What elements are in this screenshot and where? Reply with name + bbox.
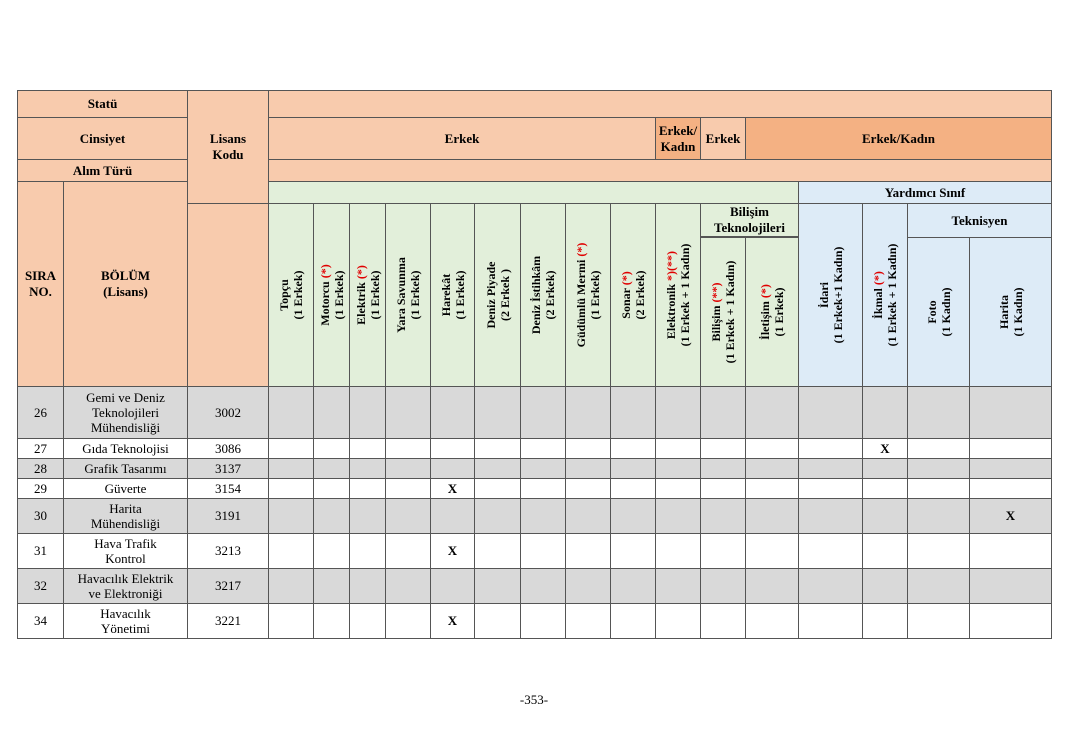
quota-mark bbox=[269, 459, 314, 479]
column-header-14 bbox=[908, 238, 970, 387]
quota-mark bbox=[269, 569, 314, 604]
quota-mark bbox=[863, 459, 908, 479]
quota-mark bbox=[701, 534, 746, 569]
quota-mark bbox=[746, 439, 799, 459]
license-code: 3221 bbox=[188, 604, 269, 639]
column-title: Bilişim bbox=[709, 305, 723, 342]
page-number: -353- bbox=[519, 692, 549, 707]
quota-mark bbox=[799, 604, 863, 639]
quota-mark bbox=[701, 459, 746, 479]
license-code: 3191 bbox=[188, 499, 269, 534]
column-header-4 bbox=[431, 204, 475, 387]
quota-mark bbox=[799, 534, 863, 569]
column-header-3 bbox=[386, 204, 431, 387]
column-header-6 bbox=[521, 204, 566, 387]
quota-mark bbox=[908, 499, 970, 534]
quota-mark bbox=[701, 439, 746, 459]
quota-mark bbox=[566, 439, 611, 459]
quota-mark bbox=[350, 479, 386, 499]
quota-mark bbox=[269, 604, 314, 639]
column-header-5 bbox=[475, 204, 521, 387]
column-title: Elektrik bbox=[353, 282, 368, 325]
quota-mark bbox=[656, 459, 701, 479]
quota-mark bbox=[656, 479, 701, 499]
quota-mark bbox=[350, 439, 386, 459]
quota-mark bbox=[863, 569, 908, 604]
row-number: 26 bbox=[18, 387, 64, 439]
quota-mark bbox=[475, 604, 521, 639]
quota-mark bbox=[475, 499, 521, 534]
quota-mark bbox=[431, 569, 475, 604]
quota-mark bbox=[566, 604, 611, 639]
license-code: 3086 bbox=[188, 439, 269, 459]
license-code: 3154 bbox=[188, 479, 269, 499]
license-code: 3137 bbox=[188, 459, 269, 479]
column-header-12 bbox=[799, 204, 863, 387]
quota-mark bbox=[314, 459, 350, 479]
quota-mark bbox=[314, 387, 350, 439]
quota-mark bbox=[701, 479, 746, 499]
quota-mark bbox=[566, 479, 611, 499]
quota-mark bbox=[908, 439, 970, 459]
quota-mark: X bbox=[431, 479, 475, 499]
lisans-kodu-header: Lisans Kodu bbox=[188, 91, 269, 204]
column-header-0 bbox=[269, 204, 314, 387]
column-quota: (1 Erkek) bbox=[331, 270, 346, 320]
quota-mark bbox=[314, 534, 350, 569]
quota-mark bbox=[611, 479, 656, 499]
quota-mark bbox=[799, 459, 863, 479]
quota-mark bbox=[314, 479, 350, 499]
quota-mark bbox=[863, 479, 908, 499]
column-title: Harita bbox=[996, 295, 1011, 330]
quota-mark bbox=[908, 459, 970, 479]
quota-mark bbox=[746, 459, 799, 479]
column-header-9 bbox=[656, 204, 701, 387]
quota-mark bbox=[970, 479, 1052, 499]
quota-mark bbox=[386, 569, 431, 604]
quota-mark bbox=[656, 604, 701, 639]
column-title: Foto bbox=[924, 300, 939, 324]
column-header-11 bbox=[746, 238, 799, 387]
quota-mark bbox=[431, 459, 475, 479]
quota-mark bbox=[314, 604, 350, 639]
quota-mark bbox=[521, 604, 566, 639]
quota-mark bbox=[566, 569, 611, 604]
quota-mark bbox=[475, 534, 521, 569]
column-star-note: (*) bbox=[574, 242, 588, 257]
quota-mark bbox=[350, 387, 386, 439]
cinsiyet-erkek-single: Erkek bbox=[701, 118, 746, 160]
quota-mark bbox=[350, 604, 386, 639]
column-header-10 bbox=[701, 238, 746, 387]
quota-mark bbox=[566, 534, 611, 569]
quota-mark bbox=[521, 387, 566, 439]
sinif-group-blank bbox=[269, 182, 799, 204]
quota-mark bbox=[431, 439, 475, 459]
quota-mark bbox=[746, 387, 799, 439]
row-number: 27 bbox=[18, 439, 64, 459]
department-name: Hava Trafik Kontrol bbox=[64, 534, 188, 569]
column-title: İkmal bbox=[871, 288, 885, 319]
column-title: Güdümlü Mermi bbox=[574, 259, 588, 348]
quota-mark bbox=[611, 569, 656, 604]
department-name: Havacılık Elektrik ve Elektroniği bbox=[64, 569, 188, 604]
quota-mark bbox=[314, 569, 350, 604]
quota-mark bbox=[566, 499, 611, 534]
quota-mark bbox=[611, 439, 656, 459]
quota-mark bbox=[863, 534, 908, 569]
quota-mark bbox=[656, 499, 701, 534]
quota-mark bbox=[908, 387, 970, 439]
column-star-note: *)(**) bbox=[664, 250, 678, 281]
quota-mark bbox=[908, 604, 970, 639]
column-star-note: (*) bbox=[317, 264, 332, 279]
quota-mark bbox=[386, 479, 431, 499]
column-star-note: (*) bbox=[619, 271, 633, 286]
quota-mark bbox=[350, 534, 386, 569]
quota-mark bbox=[269, 387, 314, 439]
quota-mark bbox=[701, 499, 746, 534]
table-row bbox=[18, 569, 1052, 604]
quota-mark bbox=[656, 439, 701, 459]
quota-mark bbox=[908, 479, 970, 499]
row-number: 32 bbox=[18, 569, 64, 604]
quota-mark bbox=[521, 499, 566, 534]
row-number: 29 bbox=[18, 479, 64, 499]
quota-mark bbox=[799, 439, 863, 459]
row-number: 34 bbox=[18, 604, 64, 639]
quota-mark bbox=[746, 499, 799, 534]
column-quota: (1 Erkek) bbox=[588, 270, 602, 320]
license-code: 3213 bbox=[188, 534, 269, 569]
column-header-2 bbox=[350, 204, 386, 387]
quota-mark bbox=[475, 459, 521, 479]
quota-mark bbox=[970, 387, 1052, 439]
quota-mark bbox=[908, 534, 970, 569]
quota-mark bbox=[863, 604, 908, 639]
column-star-note: (*) bbox=[758, 284, 772, 299]
quota-mark bbox=[611, 499, 656, 534]
column-title: İdari bbox=[816, 281, 831, 309]
table-row bbox=[18, 439, 1052, 459]
column-title: İletişim bbox=[758, 301, 772, 340]
quota-mark bbox=[350, 499, 386, 534]
department-name: Gemi ve Deniz Teknolojileri Mühendisliği bbox=[64, 387, 188, 439]
column-quota: (1 Erkek + 1 Kadın) bbox=[678, 243, 692, 347]
quota-mark bbox=[386, 499, 431, 534]
quota-mark bbox=[908, 569, 970, 604]
quota-mark bbox=[611, 387, 656, 439]
quota-mark bbox=[970, 439, 1052, 459]
cinsiyet-label: Cinsiyet bbox=[18, 118, 188, 160]
column-quota: (1 Erkek) bbox=[408, 270, 422, 320]
column-header-15 bbox=[970, 238, 1052, 387]
column-title: Sonar bbox=[619, 288, 633, 319]
quota-mark bbox=[746, 534, 799, 569]
column-header-13 bbox=[863, 204, 908, 387]
column-header-8 bbox=[611, 204, 656, 387]
quota-mark bbox=[475, 387, 521, 439]
quota-mark bbox=[314, 439, 350, 459]
quota-mark bbox=[431, 499, 475, 534]
column-title: Elektronik bbox=[664, 283, 678, 340]
quota-mark bbox=[566, 459, 611, 479]
column-quota: (1 Erkek + 1 Kadın) bbox=[885, 243, 899, 347]
table-row bbox=[18, 479, 1052, 499]
quota-mark bbox=[863, 499, 908, 534]
quota-mark: X bbox=[431, 604, 475, 639]
sira-no-header: SIRA NO. bbox=[18, 182, 64, 387]
quota-mark bbox=[656, 387, 701, 439]
quota-mark bbox=[970, 459, 1052, 479]
quota-mark bbox=[475, 439, 521, 459]
quota-mark bbox=[799, 499, 863, 534]
quota-mark bbox=[269, 479, 314, 499]
quota-mark bbox=[521, 459, 566, 479]
department-name: Harita Mühendisliği bbox=[64, 499, 188, 534]
quota-mark bbox=[431, 387, 475, 439]
column-quota: (1 Kadın) bbox=[1010, 287, 1025, 337]
table-row bbox=[18, 604, 1052, 639]
quota-mark bbox=[970, 604, 1052, 639]
quota-mark bbox=[799, 569, 863, 604]
column-title: Motorcu bbox=[317, 281, 332, 326]
department-name: Havacılık Yönetimi bbox=[64, 604, 188, 639]
column-star-note: (**) bbox=[709, 282, 723, 303]
column-title: Deniz Piyade bbox=[483, 261, 498, 329]
column-title: Deniz İstihkâm bbox=[529, 255, 543, 335]
quota-mark: X bbox=[431, 534, 475, 569]
quota-mark bbox=[521, 569, 566, 604]
column-title: Harekât bbox=[438, 273, 453, 317]
lisans-kodu-blank bbox=[188, 204, 269, 387]
department-name: Grafik Tasarımı bbox=[64, 459, 188, 479]
column-quota: (1 Erkek) bbox=[291, 270, 305, 320]
column-title: Yara Savunma bbox=[394, 257, 408, 333]
quota-mark bbox=[386, 439, 431, 459]
column-quota: (1 Erkek + 1 Kadın) bbox=[723, 260, 737, 364]
teknisyen-header: Teknisyen bbox=[908, 204, 1052, 238]
alim-turu-values bbox=[269, 160, 1052, 182]
cinsiyet-erkek-kadin-short: Erkek/ Kadın bbox=[656, 118, 701, 160]
quota-mark bbox=[863, 387, 908, 439]
quota-mark bbox=[656, 569, 701, 604]
cinsiyet-erkek: Erkek bbox=[269, 118, 656, 160]
table-row bbox=[18, 387, 1052, 439]
quota-mark bbox=[799, 479, 863, 499]
quota-mark bbox=[566, 387, 611, 439]
quota-mark bbox=[269, 534, 314, 569]
column-quota: (2 Erkek ) bbox=[497, 269, 512, 321]
quota-mark: X bbox=[863, 439, 908, 459]
column-quota: (1 Kadın) bbox=[938, 287, 953, 337]
license-code: 3002 bbox=[188, 387, 269, 439]
quota-mark bbox=[746, 479, 799, 499]
bilisim-teknolojileri-header: Bilişim Teknolojileri bbox=[701, 204, 799, 237]
quota-table bbox=[17, 90, 1052, 639]
quota-mark bbox=[611, 534, 656, 569]
column-header-7 bbox=[566, 204, 611, 387]
quota-mark bbox=[746, 604, 799, 639]
row-number: 31 bbox=[18, 534, 64, 569]
quota-mark bbox=[746, 569, 799, 604]
quota-mark bbox=[521, 534, 566, 569]
table-row bbox=[18, 534, 1052, 569]
column-quota: (2 Erkek) bbox=[543, 270, 557, 320]
quota-mark bbox=[475, 479, 521, 499]
column-star-note: (*) bbox=[353, 265, 368, 280]
quota-mark bbox=[475, 569, 521, 604]
alim-turu-label: Alım Türü bbox=[18, 160, 188, 182]
quota-mark bbox=[701, 569, 746, 604]
quota-mark bbox=[386, 604, 431, 639]
quota-mark bbox=[656, 534, 701, 569]
row-number: 28 bbox=[18, 459, 64, 479]
quota-mark bbox=[269, 439, 314, 459]
column-star-note: (*) bbox=[871, 271, 885, 286]
table-row bbox=[18, 499, 1052, 534]
quota-mark bbox=[970, 569, 1052, 604]
column-header-1 bbox=[314, 204, 350, 387]
table-row bbox=[18, 459, 1052, 479]
statu-values bbox=[269, 91, 1052, 118]
yardimci-sinif-header: Yardımcı Sınıf bbox=[799, 182, 1052, 204]
row-number: 30 bbox=[18, 499, 64, 534]
quota-mark bbox=[970, 534, 1052, 569]
quota-mark bbox=[521, 439, 566, 459]
bolum-header: BÖLÜM (Lisans) bbox=[64, 182, 188, 387]
cinsiyet-erkek-kadin: Erkek/Kadın bbox=[746, 118, 1052, 160]
quota-mark bbox=[799, 387, 863, 439]
quota-mark bbox=[386, 387, 431, 439]
quota-mark bbox=[314, 499, 350, 534]
quota-mark bbox=[521, 479, 566, 499]
quota-mark bbox=[611, 459, 656, 479]
quota-mark: X bbox=[970, 499, 1052, 534]
department-name: Gıda Teknolojisi bbox=[64, 439, 188, 459]
column-title: Topçu bbox=[277, 279, 291, 311]
quota-mark bbox=[701, 604, 746, 639]
quota-mark bbox=[701, 387, 746, 439]
quota-mark bbox=[386, 534, 431, 569]
quota-mark bbox=[350, 459, 386, 479]
quota-mark bbox=[350, 569, 386, 604]
column-quota: (1 Erkek+1 Kadın) bbox=[830, 246, 845, 344]
column-quota: (1 Erkek) bbox=[772, 287, 786, 337]
statu-label: Statü bbox=[18, 91, 188, 118]
quota-mark bbox=[611, 604, 656, 639]
quota-mark bbox=[269, 499, 314, 534]
department-name: Güverte bbox=[64, 479, 188, 499]
column-quota: (1 Erkek) bbox=[367, 270, 382, 320]
column-quota: (1 Erkek) bbox=[452, 270, 467, 320]
quota-mark bbox=[386, 459, 431, 479]
license-code: 3217 bbox=[188, 569, 269, 604]
column-quota: (2 Erkek) bbox=[633, 270, 647, 320]
